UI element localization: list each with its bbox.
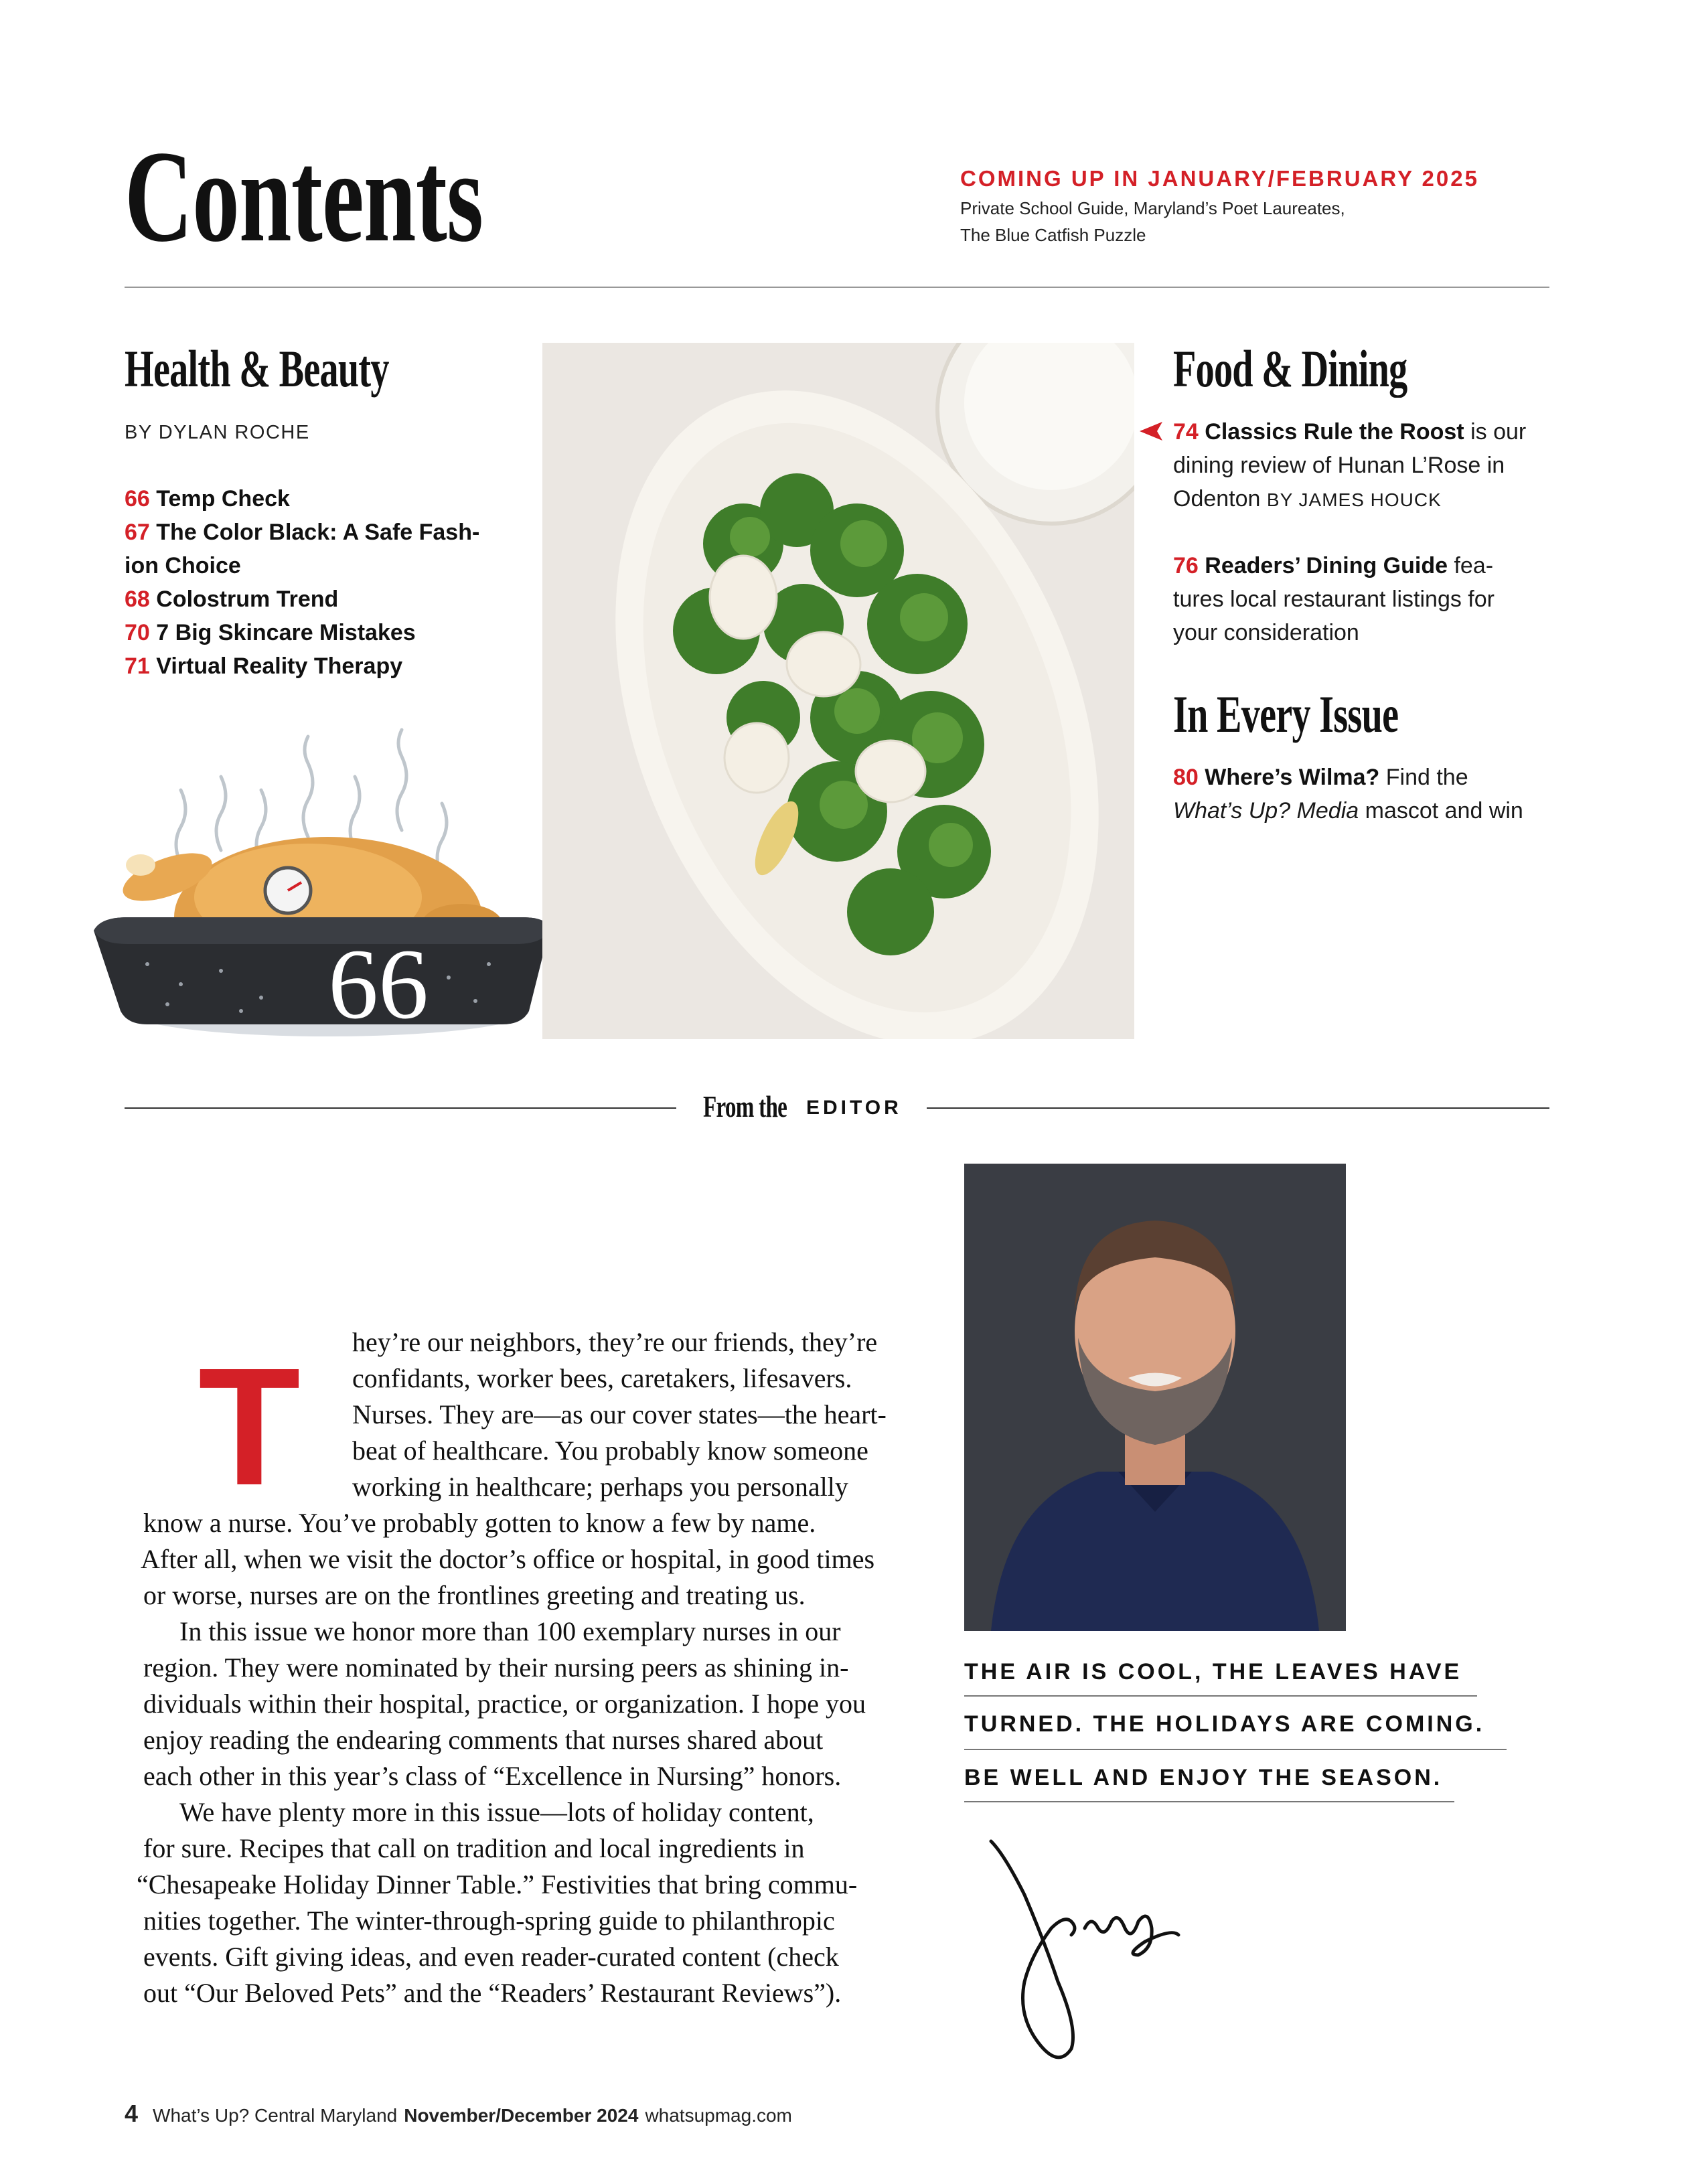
toc-title: The Color Black: A Safe Fash- [156, 520, 480, 545]
toc-description-line: your consideration [1173, 620, 1359, 645]
toc-title: Readers’ Dining Guide [1205, 553, 1448, 578]
toc-title: ion Choice [125, 553, 241, 578]
toc-page-number: 67 [125, 520, 150, 545]
food-byline: BY JAMES HOUCK [1266, 489, 1442, 510]
food-dining-heading: Food & Dining [1173, 339, 1407, 398]
page-footer [125, 2100, 792, 2128]
toc-description-line: dining review of Hunan L’Rose in [1173, 453, 1505, 478]
coming-up-label: COMING UP IN JANUARY/FEBRUARY 2025 [960, 166, 1479, 191]
toc-page-number: 68 [125, 587, 150, 612]
editor-body-line: know a nurse. You’ve probably gotten to know a few by name. [143, 1508, 816, 1538]
toc-item[interactable] [125, 616, 500, 649]
editor-label: EDITOR [806, 1097, 902, 1119]
toc-item[interactable] [1173, 415, 1561, 449]
every-issue-heading: In Every Issue [1173, 685, 1399, 743]
editor-body-line: working in healthcare; perhaps you personally [352, 1472, 848, 1502]
health-beauty-heading: Health & Beauty [125, 339, 389, 398]
broccoli-dish-illustration [542, 343, 1134, 1039]
editor-body-line: enjoy reading the endearing comments that nurses shared about [143, 1725, 824, 1755]
editor-body-line: or worse, nurses are on the frontlines greeting and treating us. [143, 1580, 806, 1610]
health-byline: BY DYLAN ROCHE [125, 422, 310, 443]
pointer-arrow-icon [1140, 422, 1164, 441]
editor-body-line: each other in this year’s class of “Excellence in Nursing” honors. [143, 1761, 842, 1791]
pull-quote-rule [964, 1801, 1454, 1802]
editor-photo [964, 1164, 1346, 1631]
footer-site[interactable]: whatsupmag.com [645, 2105, 792, 2126]
toc-page-number: 66 [125, 486, 150, 512]
editor-body-line: We have plenty more in this issue—lots of holiday content, [179, 1797, 814, 1827]
editor-body-line: nities together. The winter-through-spring guide to philanthropic [143, 1905, 835, 1936]
toc-page-number: 71 [125, 653, 150, 679]
pull-quote-rule [964, 1695, 1477, 1697]
toc-description: Find the [1379, 765, 1468, 790]
editor-body-line: events. Gift giving ideas, and even reader-curated content (check [143, 1942, 839, 1972]
page-title: Contents [125, 124, 483, 269]
toc-title: 7 Big Skincare Mistakes [156, 620, 416, 645]
editor-signature [978, 1828, 1192, 2069]
header-divider [125, 287, 1549, 288]
illustration-page-number: 66 [328, 929, 429, 1040]
editor-body-line: Nurses. They are—as our cover states—the heart- [352, 1399, 887, 1429]
editor-body-line: After all, when we visit the doctor’s office or hospital, in good times [141, 1544, 875, 1574]
toc-item[interactable] [125, 582, 500, 616]
pull-quote-line: THE AIR IS COOL, THE LEAVES HAVE [964, 1659, 1462, 1685]
toc-title: Classics Rule the Roost [1205, 419, 1464, 445]
pull-quote-rule [964, 1749, 1507, 1750]
editor-body-line: In this issue we honor more than 100 exemplary nurses in our [179, 1616, 841, 1646]
toc-page-number: 70 [125, 620, 150, 645]
toc-item[interactable] [1173, 549, 1561, 582]
food-photo [542, 343, 1134, 1039]
footer-page-number: 4 [125, 2100, 139, 2127]
editor-body-line: region. They were nominated by their nursing peers as shining in- [143, 1652, 849, 1683]
drop-cap: T [198, 1333, 301, 1520]
editor-divider-left [125, 1107, 676, 1109]
editor-body-line: beat of healthcare. You probably know someone [352, 1435, 868, 1466]
toc-description-line: tures local restaurant listings for [1173, 587, 1495, 612]
pull-quote-line: BE WELL AND ENJOY THE SEASON. [964, 1765, 1443, 1790]
editor-body-line: out “Our Beloved Pets” and the “Readers’ Restaurant Reviews”). [143, 1978, 842, 2008]
toc-description: is our [1464, 419, 1527, 445]
pull-quote-line: TURNED. THE HOLIDAYS ARE COMING. [964, 1711, 1485, 1737]
roast-turkey-illustration [87, 696, 542, 1044]
toc-title: Virtual Reality Therapy [156, 653, 403, 679]
toc-description: Odenton [1173, 486, 1267, 512]
from-the-label: From the [703, 1089, 787, 1123]
toc-description-line [1173, 482, 1561, 517]
toc-italic-text: What’s Up? Media [1173, 798, 1359, 824]
footer-issue: November/December 2024 [404, 2105, 639, 2126]
editor-body-line: confidants, worker bees, caretakers, lifesavers. [352, 1363, 852, 1393]
editor-body-line: “Chesapeake Holiday Dinner Table.” Festivities that bring commu- [137, 1869, 858, 1899]
editor-body-line: for sure. Recipes that call on tradition and local ingredients in [143, 1833, 805, 1863]
toc-item[interactable] [125, 649, 500, 683]
footer-publication: What’s Up? Central Maryland [153, 2105, 398, 2126]
toc-description-line [1173, 794, 1561, 828]
editor-body-line: dividuals within their hospital, practice, or organization. I hope you [143, 1689, 866, 1719]
toc-item[interactable] [125, 482, 500, 516]
editor-divider-right [927, 1107, 1549, 1109]
toc-description: fea- [1448, 553, 1494, 578]
editor-portrait-illustration [964, 1164, 1346, 1631]
toc-title: Colostrum Trend [156, 587, 339, 612]
toc-page-number: 74 [1173, 419, 1199, 445]
toc-description: mascot and win [1359, 798, 1523, 824]
toc-item[interactable] [125, 516, 500, 549]
toc-page-number: 80 [1173, 765, 1199, 790]
editor-body-line: hey’re our neighbors, they’re our friends, they’re [352, 1327, 878, 1357]
toc-item[interactable] [1173, 761, 1561, 794]
toc-title: Temp Check [156, 486, 290, 512]
coming-up-line-2: The Blue Catfish Puzzle [960, 225, 1146, 245]
coming-up-line-1: Private School Guide, Maryland’s Poet Laureates, [960, 198, 1345, 218]
toc-title: Where’s Wilma? [1205, 765, 1380, 790]
toc-item[interactable] [125, 549, 500, 582]
toc-page-number: 76 [1173, 553, 1199, 578]
